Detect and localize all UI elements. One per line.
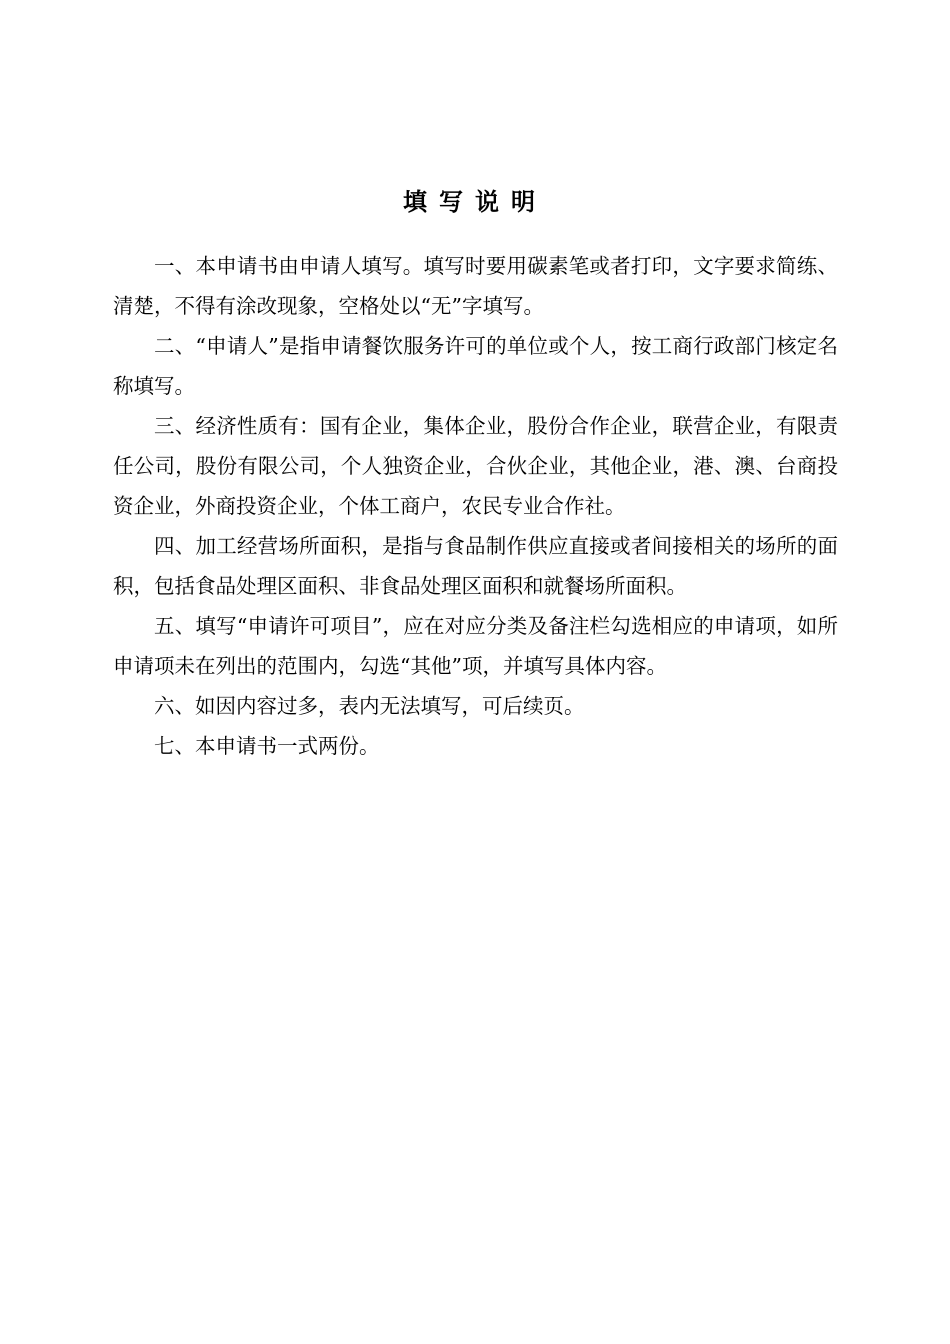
instruction-paragraph-6: 六、如因内容过多，表内无法填写，可后续页。 xyxy=(154,694,585,718)
instruction-paragraph-7: 七、本申请书一式两份。 xyxy=(154,734,380,758)
instruction-paragraph-5: 五、填写“申请许可项目”，应在对应分类及备注栏勾选相应的申请项，如所申请项未在列出的范围内，勾选“其他”项，并填写具体内容。 xyxy=(113,614,838,678)
instruction-paragraph-2: 二、“申请人”是指申请餐饮服务许可的单位或个人，按工商行政部门核定名称填写。 xyxy=(113,334,838,398)
instruction-paragraph-4: 四、加工经营场所面积，是指与食品制作供应直接或者间接相关的场所的面积，包括食品处理区面积、非食品处理区面积和就餐场所面积。 xyxy=(113,534,838,598)
instruction-paragraph-1: 一、本申请书由申请人填写。填写时要用碳素笔或者打印，文字要求简练、清楚，不得有涂改现象，空格处以“无”字填写。 xyxy=(113,254,838,318)
instructions-body xyxy=(113,246,838,766)
document-title: 填写说明 xyxy=(403,188,547,216)
instruction-paragraph-3: 三、经济性质有：国有企业，集体企业，股份合作企业，联营企业，有限责任公司，股份有限公司，个人独资企业，合伙企业，其他企业，港、澳、台商投资企业，外商投资企业，个体工商户，农民专业合作社。 xyxy=(113,414,838,518)
